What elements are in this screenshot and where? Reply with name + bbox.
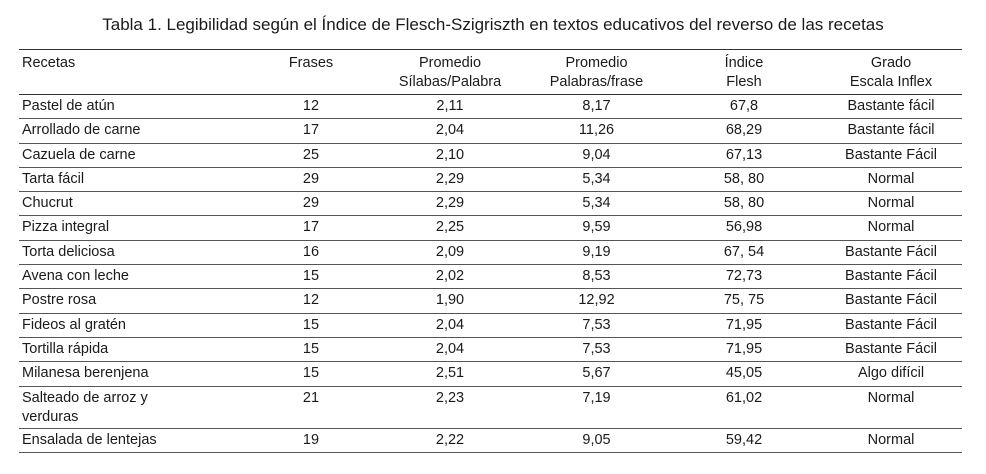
table-row	[19, 167, 962, 191]
cell-indice: 56,98	[725, 219, 763, 236]
table-row	[19, 240, 962, 264]
cell-frases: 19	[302, 431, 320, 448]
cell-silabas: 2,09	[435, 243, 465, 260]
cell-grado: Bastante Fácil	[845, 243, 937, 260]
cell-palabras: 5,34	[582, 195, 611, 212]
header-grado-line2: Escala Inflex	[849, 74, 933, 90]
cell-receta: Chucrut	[22, 195, 73, 212]
cell-receta: Tortilla rápida	[22, 340, 109, 357]
cell-silabas: 2,04	[435, 122, 465, 139]
cell-palabras: 11,26	[578, 122, 615, 139]
cell-silabas: 1,90	[435, 292, 465, 309]
cell-indice: 72,73	[725, 268, 763, 285]
cell-indice: 67,8	[729, 98, 759, 114]
cell-indice: 45,05	[725, 365, 763, 382]
header-palabras-line1: Promedio	[565, 55, 628, 71]
cell-silabas: 2,25	[435, 219, 465, 236]
cell-indice: 58, 80	[723, 195, 765, 212]
table-row	[19, 386, 962, 428]
cell-grado: Normal	[867, 389, 915, 406]
cell-receta-text: Salteado de arroz y verduras	[22, 389, 148, 425]
cell-frases: 16	[302, 243, 320, 260]
table-row	[19, 95, 962, 119]
cell-frases: 12	[302, 98, 320, 114]
cell-indice: 61,02	[725, 389, 763, 406]
cell-grado: Bastante Fácil	[845, 340, 937, 357]
cell-frases: 15	[302, 340, 320, 357]
header-grado	[820, 50, 962, 95]
table-row	[19, 192, 962, 216]
cell-indice: 59,42	[725, 431, 763, 448]
cell-silabas: 2,11	[436, 98, 464, 114]
cell-palabras: 12,92	[578, 292, 615, 309]
cell-silabas: 2,29	[435, 170, 465, 187]
header-frases-line1: Frases	[288, 55, 334, 71]
cell-silabas: 2,04	[435, 340, 465, 357]
table-row	[19, 362, 962, 386]
header-indice-line1: Índice	[724, 55, 764, 71]
cell-indice: 58, 80	[723, 170, 765, 187]
cell-indice: 67,13	[725, 146, 763, 163]
table-row	[19, 289, 962, 313]
cell-silabas: 2,29	[435, 195, 465, 212]
table-row	[19, 265, 962, 289]
cell-grado: Algo difícil	[857, 365, 925, 382]
cell-silabas: 2,51	[435, 365, 465, 382]
legibility-table	[19, 49, 962, 453]
cell-frases: 15	[302, 365, 320, 382]
cell-frases: 12	[302, 292, 320, 309]
header-indice-line2: Flesh	[726, 74, 762, 90]
cell-grado: Bastante Fácil	[845, 292, 937, 309]
cell-silabas: 2,04	[435, 316, 465, 333]
cell-grado: Bastante fácil	[847, 122, 935, 139]
header-silabas-line1: Promedio	[418, 55, 482, 71]
cell-frases: 29	[302, 170, 320, 187]
header-grado-line1: Grado	[870, 55, 912, 71]
cell-receta: Pastel de atún	[22, 98, 115, 114]
cell-frases: 15	[302, 268, 320, 285]
cell-palabras: 8,17	[582, 98, 611, 114]
table-row	[19, 143, 962, 167]
cell-frases: 25	[302, 146, 320, 163]
cell-receta: Milanesa berenjena	[22, 365, 149, 382]
cell-receta: Ensalada de lentejas	[22, 431, 157, 448]
header-frases	[247, 50, 375, 95]
cell-palabras: 8,53	[582, 268, 611, 285]
cell-palabras: 9,05	[582, 431, 611, 448]
cell-silabas: 2,02	[435, 268, 465, 285]
header-palabras-frase	[525, 50, 668, 95]
table-row	[19, 337, 962, 361]
table-row	[19, 428, 962, 452]
cell-receta: Fideos al gratén	[22, 316, 126, 333]
cell-grado: Normal	[867, 431, 915, 448]
header-indice-flesh	[668, 50, 820, 95]
cell-indice: 71,95	[725, 340, 763, 357]
table-body	[19, 95, 962, 453]
table-caption: Tabla 1. Legibilidad según el Índice de Flesch-Szigriszth en textos educativos del reverso de las recetas	[102, 15, 884, 34]
cell-frases: 29	[302, 195, 320, 212]
cell-receta: Avena con leche	[22, 268, 129, 285]
header-palabras-line2: Palabras/frase	[549, 74, 644, 90]
header-recetas-line1: Recetas	[22, 55, 76, 71]
cell-receta: Tarta fácil	[22, 170, 85, 187]
cell-receta: Pizza integral	[22, 219, 110, 236]
cell-palabras: 7,53	[582, 340, 611, 357]
cell-frases: 17	[302, 122, 320, 139]
cell-frases: 15	[302, 316, 320, 333]
header-row	[19, 50, 962, 95]
cell-grado: Normal	[867, 219, 915, 236]
cell-silabas: 2,23	[435, 389, 465, 406]
cell-silabas: 2,22	[435, 431, 465, 448]
cell-indice: 71,95	[725, 316, 763, 333]
cell-palabras: 5,34	[582, 170, 611, 187]
cell-grado: Normal	[867, 195, 915, 212]
cell-receta: Arrollado de carne	[22, 122, 141, 139]
cell-grado: Bastante Fácil	[845, 268, 937, 285]
header-recetas	[19, 50, 247, 95]
cell-silabas: 2,10	[435, 146, 465, 163]
cell-palabras: 5,67	[582, 365, 611, 382]
cell-grado: Bastante Fácil	[845, 146, 937, 163]
cell-receta	[19, 386, 247, 428]
cell-receta: Torta deliciosa	[22, 243, 115, 260]
cell-palabras: 9,59	[582, 219, 611, 236]
cell-grado: Bastante fácil	[847, 98, 935, 114]
cell-grado: Bastante Fácil	[845, 316, 937, 333]
cell-indice: 75, 75	[723, 292, 765, 309]
header-silabas-line2: Sílabas/Palabra	[398, 74, 502, 90]
table-header	[19, 50, 962, 95]
cell-indice: 67, 54	[723, 243, 765, 260]
table-row	[19, 119, 962, 143]
cell-palabras: 7,53	[582, 316, 611, 333]
cell-receta: Cazuela de carne	[22, 146, 136, 163]
cell-palabras: 7,19	[582, 389, 611, 406]
cell-receta: Postre rosa	[22, 292, 97, 309]
cell-grado: Normal	[867, 170, 915, 187]
table-row	[19, 216, 962, 240]
header-silabas-palabra	[375, 50, 525, 95]
cell-frases: 17	[302, 219, 320, 236]
table-row	[19, 313, 962, 337]
cell-palabras: 9,19	[582, 243, 611, 260]
cell-palabras: 9,04	[582, 146, 611, 163]
cell-frases: 21	[302, 389, 320, 406]
cell-indice: 68,29	[725, 122, 763, 139]
